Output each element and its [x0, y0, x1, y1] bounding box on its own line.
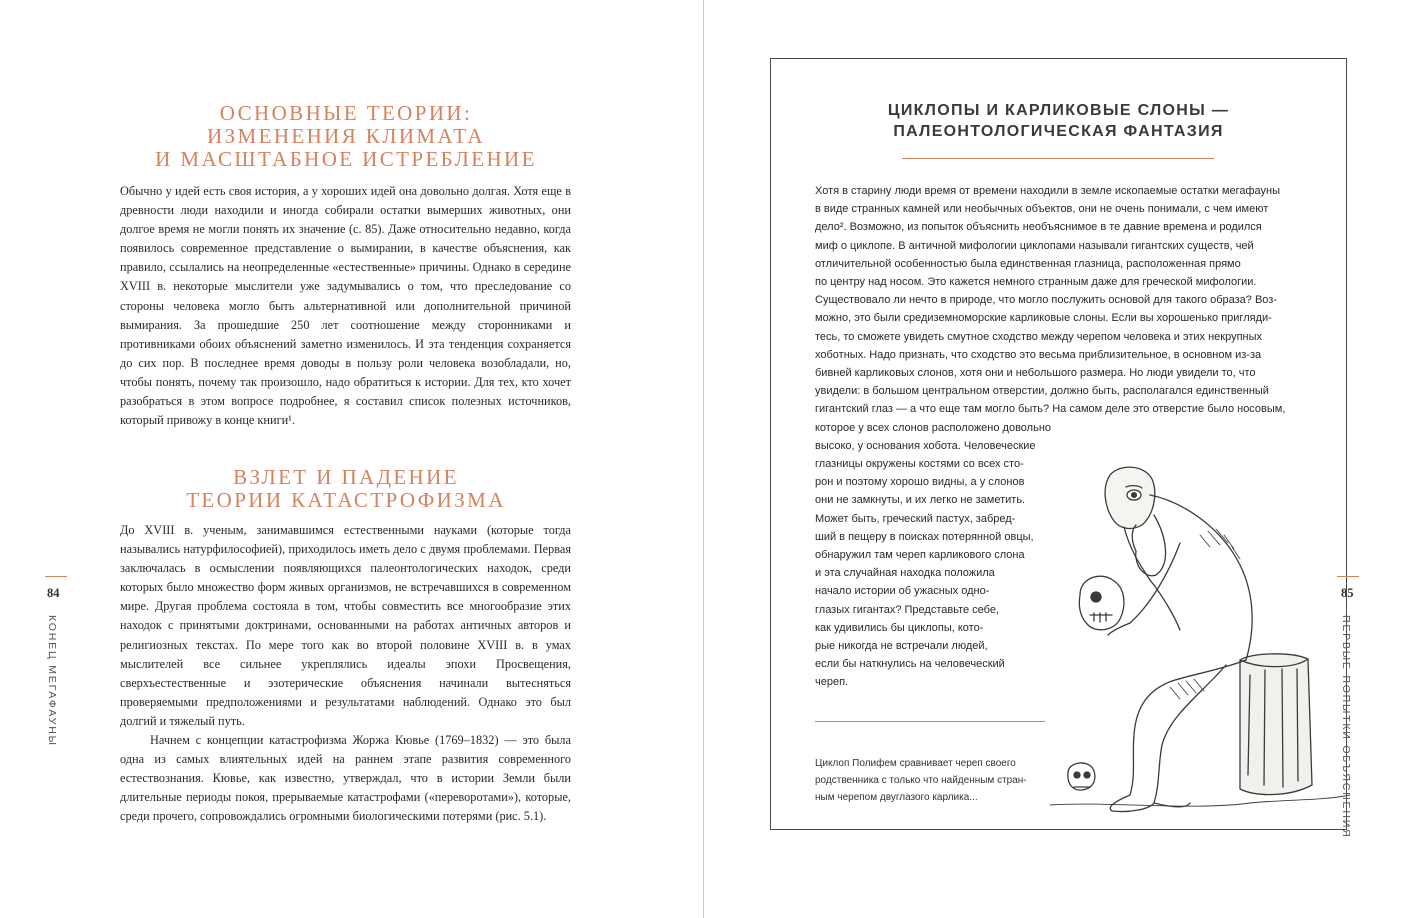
sidebar-heading: ЦИКЛОПЫ И КАРЛИКОВЫЕ СЛОНЫ — ПАЛЕОНТОЛОГИЧЕСКАЯ ФАНТАЗИЯ: [887, 102, 1230, 140]
body-line: которое у всех слонов расположено довольно: [815, 421, 1052, 434]
body-line: отличительной особенностью была единственная глазница, расположенная прямо: [815, 257, 1241, 270]
body-line: глазницы окружены костями со всех сто-: [815, 458, 1024, 471]
body-line: высоко, у основания хобота. Человеческие: [815, 439, 1036, 452]
book-spine: [703, 0, 704, 918]
page-number-rule-right: [1337, 576, 1359, 577]
body-line: гигантский глаз — а что еще там могло быть? На самом деле это отверстие было носовым,: [815, 403, 1286, 416]
heading-underline: [902, 158, 1214, 159]
body-line: обнаружил там череп карликового слона: [815, 549, 1025, 562]
cyclops-illustration: [1050, 455, 1350, 820]
running-head-left: КОНЕЦ МЕГАФАУНЫ: [46, 615, 58, 747]
body-line: они не замкнуты, и их легко не заметить.: [815, 494, 1026, 507]
paragraph-ideas-history: Обычно у идей есть своя история, а у хороших идей она довольно долгая. Хотя еще в древности люди находили и иногда собирали остатки вымерших животных, они долгое время не могли понять их значение (с. 85). Даже относительно недавно, когда появилось современное представление о вымирании, в качестве объяснения, как правило, ссылались на неопределенные «естественные» причины. Однако в середине XVIII в. некоторые мыслители уже задумывались о том, что преследование со стороны человека могло быть альтернативной или дополнительной причиной вымирания. За прошедшие 250 лет соотношение между сторонниками и противниками обоих объяснений заметно изменилось. И эта тенденция сохраняется до сих пор. В последнее время доводы в пользу роли человека возобладали, но, чтобы понять, почему так произошло, надо обратиться к истории. Для тех, кто хочет разобраться в этом вопросе подробнее, я составил список полезных источников, который привожу в конце книги¹.: [120, 184, 571, 428]
body-line: череп.: [815, 676, 849, 689]
body-line: Хотя в старину люди время от времени находили в земле ископаемые остатки мегафауны: [815, 185, 1280, 197]
body-line: Может быть, греческий пастух, забред-: [815, 512, 1016, 525]
body-line: глазых гигантах? Представьте себе,: [815, 603, 1000, 616]
left-body-block-1: [120, 182, 571, 430]
body-line: Существовало ли нечто в природе, что могло послужить основой для такого образа? Воз-: [815, 294, 1278, 307]
section-heading-main-theories: ОСНОВНЫЕ ТЕОРИИ: ИЗМЕНЕНИЯ КЛИМАТА И МАСШТАБНОЕ ИСТРЕБЛЕНИЕ: [155, 101, 537, 171]
body-line: дело². Возможно, из попыток объяснить необъяснимое в те давние времена и родился: [815, 221, 1262, 234]
page-number-right: 85: [1341, 586, 1354, 600]
body-line: хоботных. Надо признать, что сходство это весьма приблизительное, в основном из-за: [815, 348, 1262, 361]
body-line: и эта случайная находка положила: [815, 567, 995, 580]
running-head-right: ПЕРВЫЕ ПОПЫТКИ ОБЪЯСНЕНИЯ: [1340, 615, 1352, 839]
body-line: в виде странных камней или необычных объектов, они не очень понимали, с чем имеют: [815, 203, 1269, 216]
paragraph-natural-philosophy: До XVIII в. ученым, занимавшимся естественными науками (которые тогда назывались натурфилософией), приходилось иметь дело с двумя проблемами. Первая заключалась в осмыслении появляющихся палеонтологических находок, среди которых было множество форм живых организмов, не встречавшихся в современном мире. Другая проблема состояла в том, чтобы совместить все многообразие этих находок с принятыми доктринами, основанными на работах античных авторов и религиозных текстах. По мере того как во второй половине XVIII в. в умах мыслителей все сильнее укреплялись идеалы эпохи Просвещения, сверхъестественные и эзотерические объяснения начинали вытесняться проверяемыми предположениями и результатами наблюдений. Однако это был долгий и тяжелый путь.: [120, 523, 571, 728]
body-line: рон и поэтому хорошо видны, а у слонов: [815, 476, 1025, 489]
page-number-rule-left: [45, 576, 67, 577]
body-line: ший в пещеру в поисках потерянной овцы,: [815, 530, 1034, 543]
body-line: можно, это были средиземноморские карликовые слоны. Если вы хорошенько пригляди-: [815, 312, 1272, 325]
left-body-block-2: [120, 521, 571, 827]
body-line: тесь, то сможете увидеть смутное сходство между черепом человека и этих некрупных: [815, 330, 1263, 343]
body-line: рые никогда не встречали людей,: [815, 640, 988, 653]
body-line: увидели: в большом центральном отверстии, должно быть, располагался единственный: [815, 385, 1269, 398]
body-line: бивней карликовых слонов, хотя они и небольшого размера. Но люди увидели то, что: [815, 367, 1256, 380]
paragraph-cuvier: Начнем с концепции катастрофизма Жоржа Кювье (1769–1832) — это была одна из самых влиятельных идей на раннем этапе развития современного естествознания. Кювье, как известно, утверждал, что в истории Земли были длительные периоды покоя, прерываемые катастрофами («переворотами»), которые, среди прочего, сопровождались огромными биологическими потерями (рис. 5.1).: [120, 733, 571, 824]
figure-caption: Циклоп Полифем сравнивает череп своего родственника с только что найденным стран- ным черепом двуглазого карлика...: [815, 758, 1027, 803]
page-number-left: 84: [47, 586, 60, 600]
section-heading-catastrophism: ВЗЛЕТ И ПАДЕНИЕ ТЕОРИИ КАТАСТРОФИЗМА: [186, 465, 506, 512]
caption-rule: [815, 721, 1045, 722]
body-line: если бы наткнулись на человеческий: [815, 658, 1005, 671]
body-line: по центру над носом. Это кажется немного странным даже для греческой мифологии.: [815, 276, 1257, 289]
body-line: миф о циклопе. В античной мифологии циклопами называли гигантских существ, чей: [815, 239, 1254, 252]
body-line: начало истории об ужасных одно-: [815, 585, 990, 598]
body-line: как удивились бы циклопы, кото-: [815, 621, 984, 634]
